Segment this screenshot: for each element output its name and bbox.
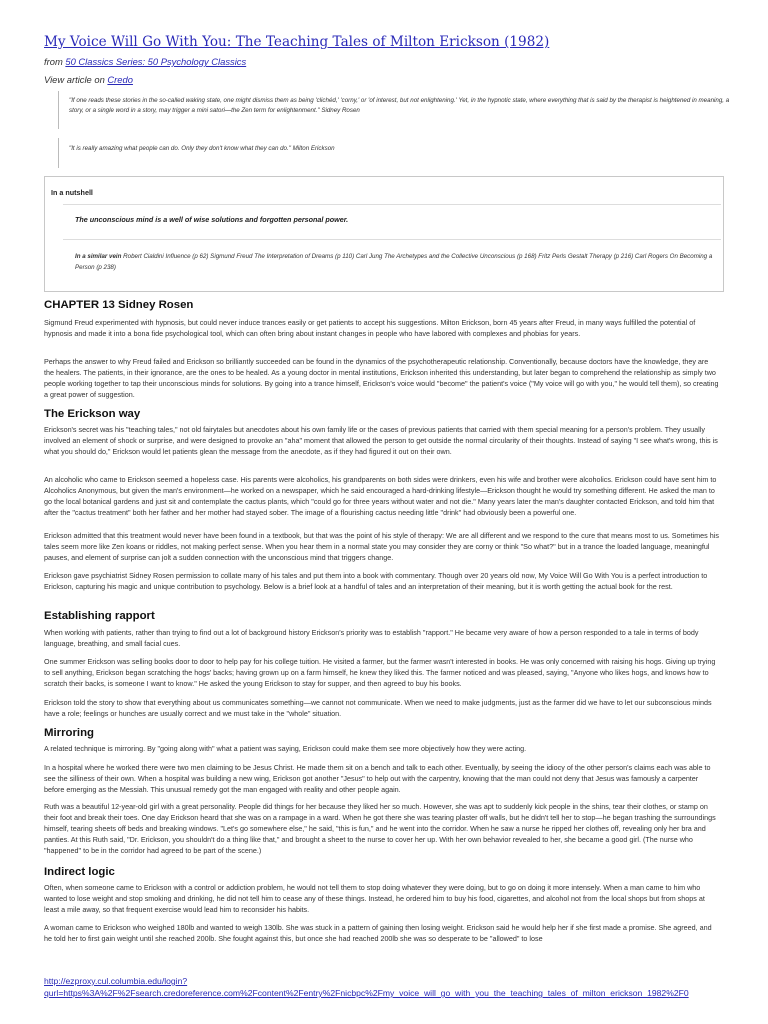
paragraph: One summer Erickson was selling books door to door to help pay for his college tuition. He visited a farmer, but the farmer wasn't interested in books. He was only concerned with raising his hogs. Giving up trying to sell anything, Erickson began scratching the hogs' backs; having grown up on a farm himself, he knew they liked this. The farmer noticed and was pleased, saying, "Anyone who likes hogs, and knows how to scratch their backs, is someone I want to know." He asked the young Erickson to stay for supper, and then agreed to buy his books. (44, 657, 716, 688)
section-heading: CHAPTER 13 Sidney Rosen (44, 299, 194, 311)
paragraph: Often, when someone came to Erickson with a control or addiction problem, he would not tell them to stop doing whatever they were doing, but to go on doing it more intensely. When a man came to him who wanted to lose weight and stop smoking and drinking, he did not tell him to cease any of these things. Instead, he ordered him to buy his food, cigarettes, and alcohol not from the local shops but from shops at least a mile away, so that frequent exercise would lead him to reconsider his habits. (44, 883, 705, 914)
chapter-heading (44, 299, 193, 311)
paragraph: Erickson admitted that this treatment would never have been found in a textbook, but that was the point of his style of therapy: We are all different and we respond to the cure that means most to us. Sometimes his tales seem more like Zen koans or riddles, not making perfect sense. When you hear them in a normal state you may consider they are corny or think "So what?" but in a trance the loaded language, meaningful pauses, and element of surprise can jolt a sudden connection with the unconscious mind that triggers change. (44, 531, 719, 562)
nutshell-box (44, 176, 724, 292)
view-article-line (44, 74, 133, 85)
rapport-heading (44, 610, 155, 622)
paragraph: When working with patients, rather than trying to find out a lot of background history Erickson's priority was to establish "rapport." He became very aware of how a person responded to a tale in terms of body language, breathing, and small facial cues. (44, 628, 699, 648)
source-url-link[interactable] (44, 975, 689, 999)
epigraph-quote-2: "It is really amazing what people can do. Only they don't know what they can do." Milton Erickson (58, 138, 733, 168)
paragraph: A related technique is mirroring. By "going along with" what a patient was saying, Erickson could make them see more objectively how they were acting. (44, 744, 527, 753)
section-heading: Mirroring (44, 727, 94, 739)
article-title-link[interactable]: My Voice Will Go With You: The Teaching Tales of Milton Erickson (1982) (44, 34, 550, 50)
paragraph: Sigmund Freud experimented with hypnosis, but could never induce trances easily or get patients to accept his suggestions. Milton Erickson, born 45 years after Freud, in many ways fulfilled the potential of hypnosis and made it into a bona fide psychological tool, which can often bring about instant changes in people who have labored with complexes and phobias for years. (44, 318, 696, 338)
paragraph: Erickson gave psychiatrist Sidney Rosen permission to collate many of his tales and put them into a book with commentary. Though over 20 years old now, My Voice Will Go With You is a perfect introduction to Erickson, capturing his magic and unique contribution to psychology. Below is a brief look at a handful of tales and an interpretation of their meaning, but it is worth getting the actual book for the rest. (44, 571, 708, 591)
nutshell-tagline: The unconscious mind is a well of wise solutions and forgotten personal power. (75, 215, 349, 224)
paragraph: Ruth was a beautiful 12-year-old girl with a great personality. People did things for her because they liked her so much. However, she was apt to suddenly kick people in the shins, tear their clothes, or stamp on their foot and break their toes. One day Erickson heard that she was on a rampage in a ward. When he got there she was tearing plaster off walls, but he didn't tell her to stop—he began trashing the surroundings himself, tearing sheets off beds and breaking windows. "Let's go somewhere else," he said, "this is fun," and he went into the corridor. When he saw a nurse he ripped her clothes off, revealing only her bra and panties. At this Ruth said, "Dr. Erickson, you shouldn't do a thing like that," and brought a sheet to the nurse to cover her up. With her own behavior revealed to her, she became a good girl. (The nurse who "happened" to be in the corridor had agreed to be part of the scene.) (44, 802, 716, 855)
view-prefix: View article on (44, 74, 105, 85)
erickson-way-heading (44, 408, 140, 420)
similar-vein (75, 251, 715, 273)
nutshell-divider (63, 204, 721, 205)
source-url-line-2[interactable]: qurl=https%3A%2F%2Fsearch.credoreference.com%2Fcontent%2Fentry%2Fnicbpc%2Fmy_voice_will_go_with_you_the_teaching_tales_of_milton_erickson_1982%2F0 (44, 988, 689, 998)
indirect-logic-heading (44, 866, 115, 878)
source-line (44, 56, 246, 67)
paragraph: Erickson's secret was his "teaching tales," not old fairytales but anecdotes about his own family life or the cases of previous patients that carried with them special meaning for a person's problem. They usually involved an element of shock or surprise, and were designed to provoke an "aha" moment that allowed the person to get outside the normal circularity of their thoughts. Instead of saying "I see what's wrong, this is what you should do," Erickson would let patients glean the message from the anecdote, as if they had figured it out on their own. (44, 425, 718, 456)
mirroring-heading (44, 727, 94, 739)
paragraph: Erickson told the story to show that everything about us communicates something—we cannot not communicate. When we need to make judgments, just as the farmer did we have to let our subconscious minds have a role; feelings or hunches are usually correct and we must take in the "whole" situation. (44, 698, 712, 718)
paragraph: In a hospital where he worked there were two men claiming to be Jesus Christ. He made them sit on a bench and talk to each other. Eventually, by seeing the idiocy of the other person's claims each was able to see the silliness of their own. When a hospital was building a new wing, Erickson got another "Jesus" to help out with the carpentry, knowing that the man could not deny that Jesus was famously a carpenter before emerging as the Messiah. This unusual remedy got the man engaged with reality and other people again. (44, 763, 711, 794)
section-heading: Indirect logic (44, 866, 115, 878)
source-url-line-1[interactable]: http://ezproxy.cul.columbia.edu/login? (44, 976, 188, 986)
section-heading: Establishing rapport (44, 610, 155, 622)
epigraph-quote-1: "If one reads these stories in the so-called waking state, one might dismiss them as being 'clichéd,' 'corny,' or 'of interest, but not enlightening.' Yet, in the hypnotic state, where everything that is said by the therapist is heightened in meaning, a story, or a single word in a story, may trigger a mini satori—the Zen term for enlightenment." Sidney Rosen (58, 91, 733, 129)
series-link[interactable]: 50 Classics Series: 50 Psychology Classics (65, 56, 247, 67)
paragraph: A woman came to Erickson who weighed 180lb and wanted to weigh 130lb. She was stuck in a pattern of gaining then losing weight. Erickson said he would help her if she first made a promise. She agreed, and he told her to first gain weight until she reached 200lb. She fought against this, but once she had reached 200lb she was so desperate to be "allowed" to lose (44, 923, 712, 943)
nutshell-divider (63, 239, 721, 240)
nutshell-label: In a nutshell (51, 188, 93, 197)
section-heading: The Erickson way (44, 408, 141, 420)
credo-link[interactable]: Credo (107, 74, 133, 85)
from-prefix: from (44, 56, 63, 67)
paragraph: Perhaps the answer to why Freud failed and Erickson so brilliantly succeeded can be found in the dynamics of the psychotherapeutic relationship. Conventionally, because doctors have the knowledge, they are the healers. The patients, in their ignorance, are the ones to be healed. As a young doctor in mental institutions, Erickson inherited this understanding, but later began to comprehend the relationship as simply two people working together to tap their unconscious minds for solutions. By going into a trance himself, Erickson's voice would "become" the patient's voice ("My voice will go with you," he would tell them), so creating a great power of suggestion. (44, 357, 719, 399)
similar-vein-label: In a similar vein (75, 253, 122, 260)
similar-vein-text: Robert Cialdini Influence (p 62) Sigmund Freud The Interpretation of Dreams (p 110) Carl Jung The Archetypes and the Collective Unconscious (p 168) Fritz Perls Gestalt Therapy (p 216) Carl Rogers On Becoming a Person (p 238) (75, 253, 713, 271)
paragraph: An alcoholic who came to Erickson seemed a hopeless case. His parents were alcoholics, his grandparents on both sides were drinkers, even his wife and brother were alcoholics. Erickson could have sent him to Alcoholics Anonymous, but given the man's environment—he worked on a newspaper, which he said encouraged a hard-drinking lifestyle—Erickson thought he would try something different. He asked the man to go the local botanical gardens and just sit and contemplate the cactus plants, which "could go for three years without water and not die." Many years later the man's daughter contacted Erickson, and told him that after the "cactus treatment" both her father and her mother had stayed sober. The image of a flourishing cactus needing little "drink" had obviously been a powerful one. (44, 475, 717, 517)
